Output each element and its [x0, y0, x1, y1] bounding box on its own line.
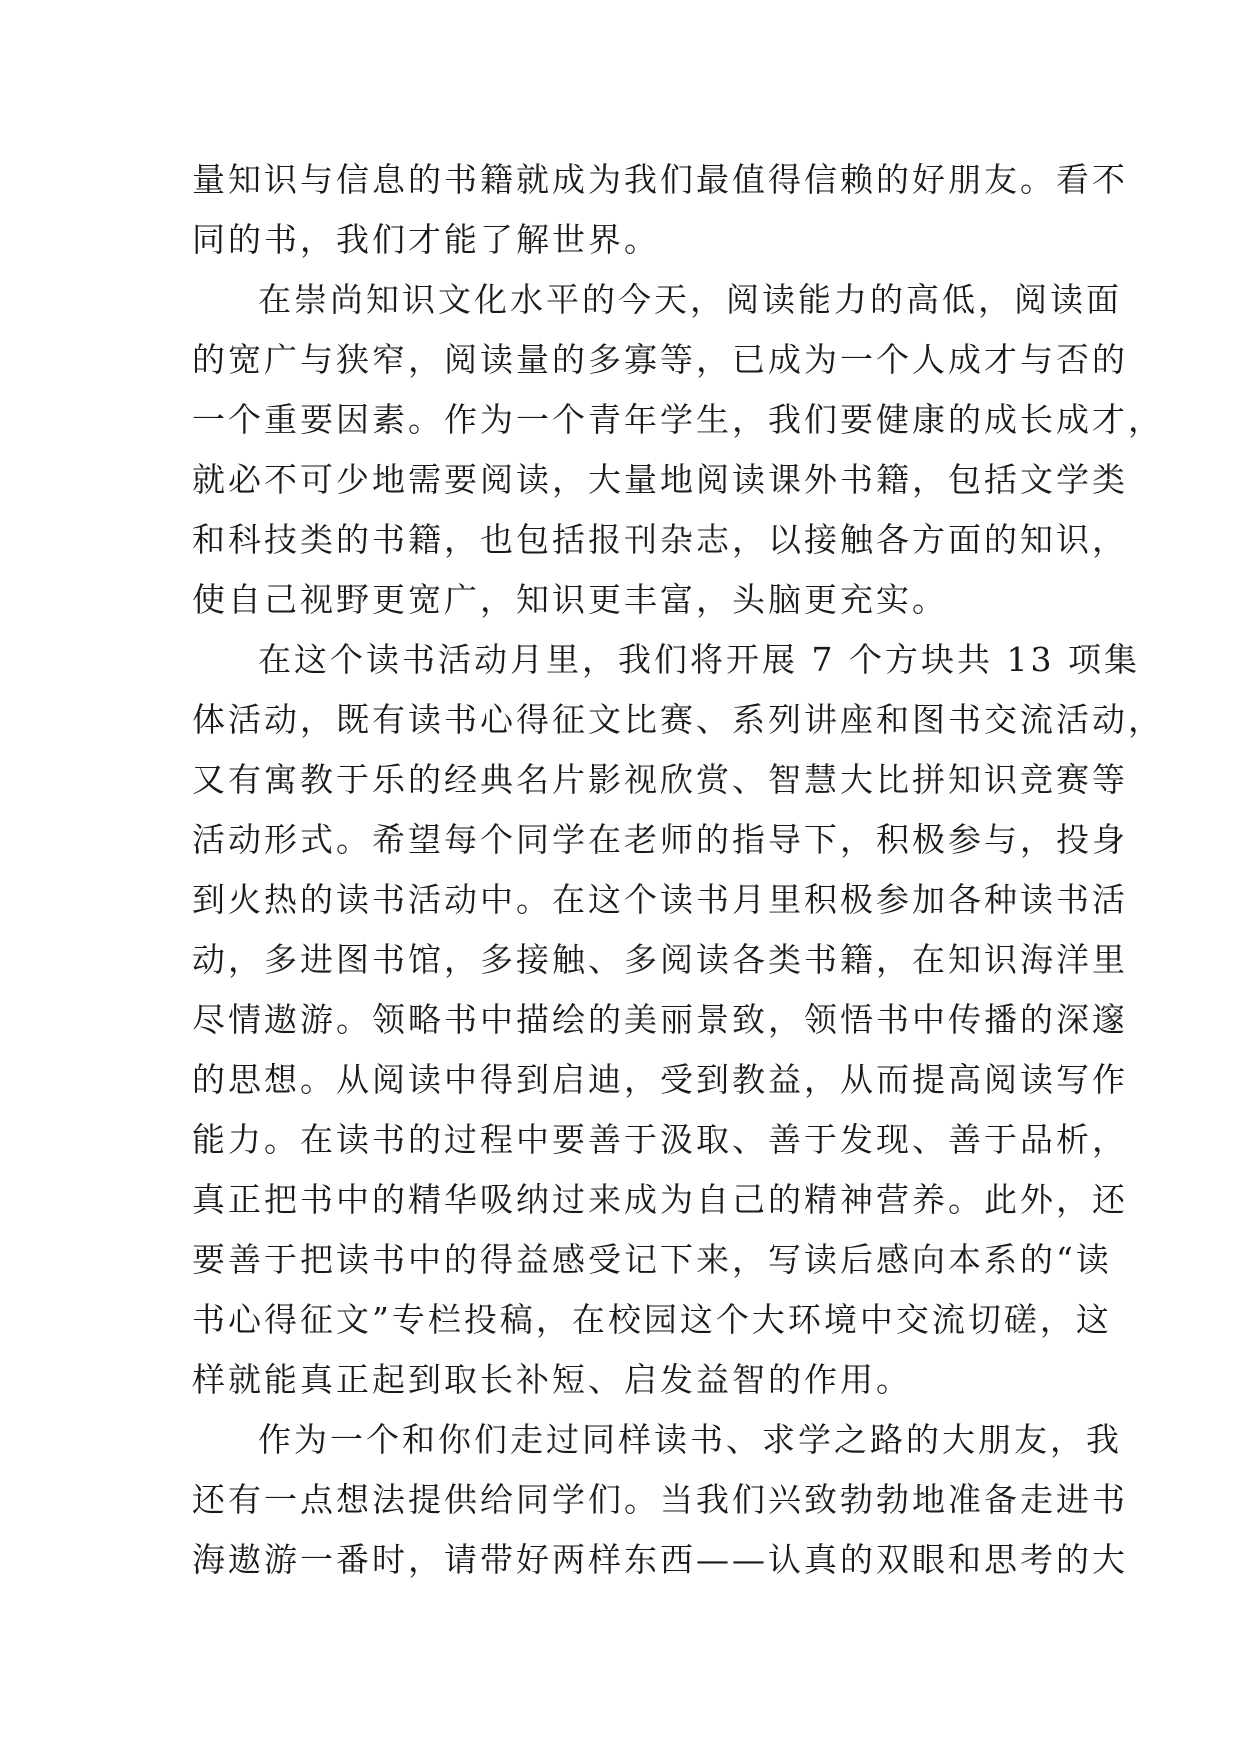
text-line: 量知识与信息的书籍就成为我们最值得信赖的好朋友。看不 — [192, 160, 1128, 199]
text-line: 一个重要因素。作为一个青年学生，我们要健康的成长成才， — [192, 400, 1164, 439]
text-line: 样就能真正起到取长补短、启发益智的作用。 — [192, 1360, 912, 1399]
text-line: 同的书，我们才能了解世界。 — [192, 220, 660, 259]
text-line: 使自己视野更宽广，知识更丰富，头脑更充实。 — [192, 580, 948, 619]
document-body — [192, 150, 1164, 1590]
text-line: 到火热的读书活动中。在这个读书月里积极参加各种读书活 — [192, 880, 1128, 919]
text-line: 真正把书中的精华吸纳过来成为自己的精神营养。此外，还 — [192, 1180, 1128, 1219]
text-line: 又有寓教于乐的经典名片影视欣赏、智慧大比拼知识竞赛等 — [192, 760, 1128, 799]
text-line: 还有一点想法提供给同学们。当我们兴致勃勃地准备走进书 — [192, 1480, 1128, 1519]
text-line: 活动形式。希望每个同学在老师的指导下，积极参与，投身 — [192, 820, 1128, 859]
text-line: 的宽广与狭窄，阅读量的多寡等，已成为一个人成才与否的 — [192, 340, 1128, 379]
text-line: 海遨游一番时，请带好两样东西——认真的双眼和思考的大 — [192, 1540, 1128, 1579]
paragraph-first-line: 作为一个和你们走过同样读书、求学之路的大朋友，我 — [258, 1420, 1122, 1459]
text-line: 体活动，既有读书心得征文比赛、系列讲座和图书交流活动， — [192, 700, 1164, 739]
text-line: 能力。在读书的过程中要善于汲取、善于发现、善于品析， — [192, 1120, 1128, 1159]
text-line: 要善于把读书中的得益感受记下来，写读后感向本系的“读 — [192, 1240, 1112, 1279]
text-line: 和科技类的书籍，也包括报刊杂志，以接触各方面的知识， — [192, 520, 1128, 559]
paragraph-first-line: 在这个读书活动月里，我们将开展 7 个方块共 13 项集 — [258, 640, 1140, 679]
text-line: 尽情遨游。领略书中描绘的美丽景致，领悟书中传播的深邃 — [192, 1000, 1128, 1039]
paragraph-first-line: 在崇尚知识文化水平的今天，阅读能力的高低，阅读面 — [258, 280, 1122, 319]
text-line: 的思想。从阅读中得到启迪，受到教益，从而提高阅读写作 — [192, 1060, 1128, 1099]
text-line: 就必不可少地需要阅读，大量地阅读课外书籍，包括文学类 — [192, 460, 1128, 499]
text-line: 动，多进图书馆，多接触、多阅读各类书籍，在知识海洋里 — [192, 940, 1128, 979]
text-line: 书心得征文”专栏投稿，在校园这个大环境中交流切磋，这 — [192, 1300, 1112, 1339]
